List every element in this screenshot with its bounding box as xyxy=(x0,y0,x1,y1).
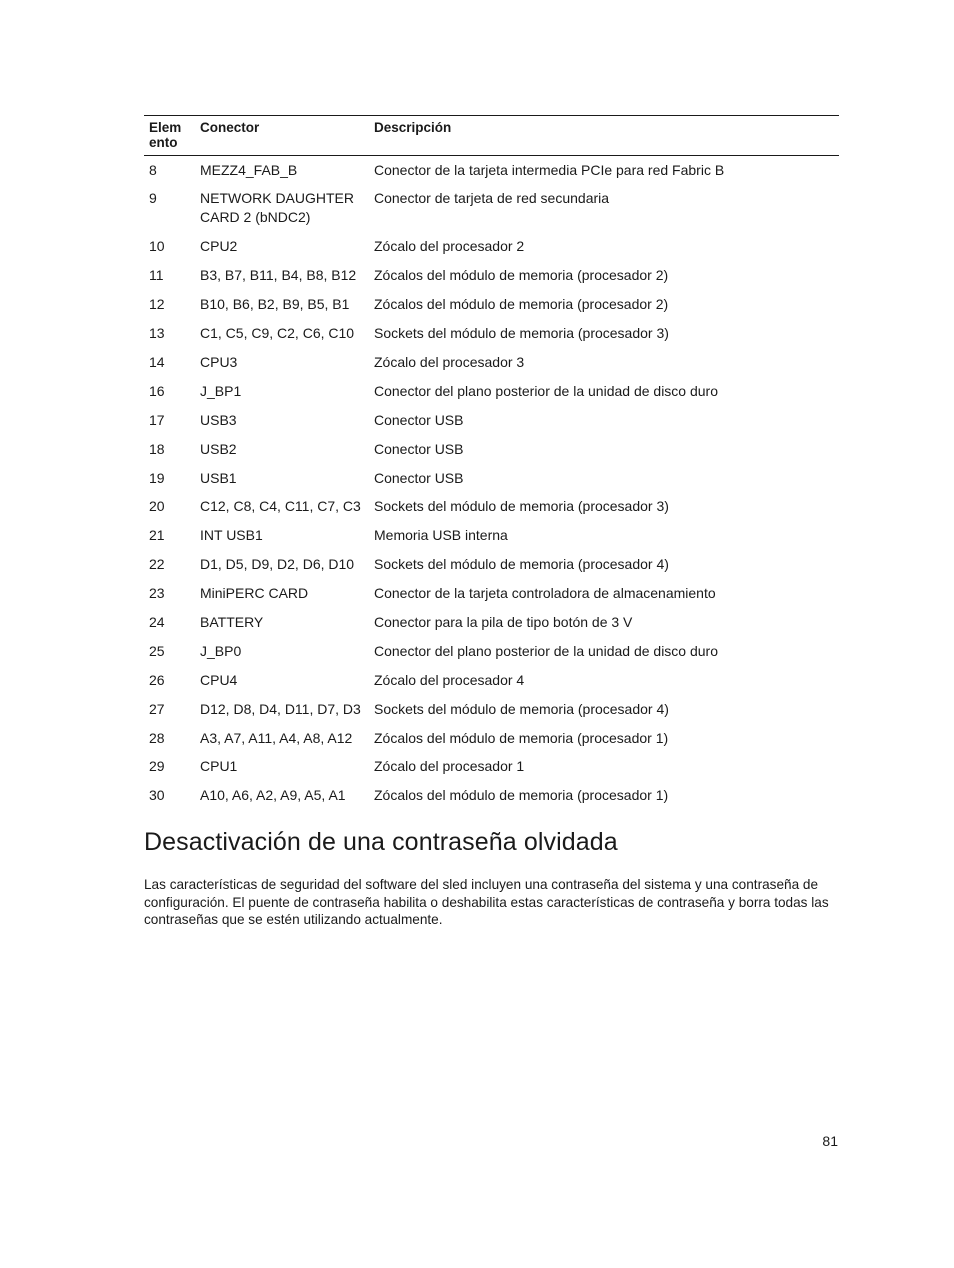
table-row xyxy=(144,521,839,550)
cell-description: Zócalo del procesador 3 xyxy=(374,353,525,370)
cell-description: Conector de tarjeta de red secundaria xyxy=(374,190,610,207)
cell-description: Zócalo del procesador 1 xyxy=(374,758,525,775)
cell-item: 19 xyxy=(149,469,165,486)
cell-item: 21 xyxy=(149,527,165,544)
cell-connector: USB1 xyxy=(200,469,237,486)
cell-description: Conector de la tarjeta controladora de almacenamiento xyxy=(374,585,716,602)
cell-connector: USB2 xyxy=(200,440,237,457)
section-body: Las características de seguridad del software del sled incluyen una contraseña del sistema y una contraseña de configuración. El puente de contraseña habilita o deshabilita estas características de contraseña y borra todas las contraseñas que se estén utilizando actualmente. xyxy=(144,877,829,927)
cell-item: 27 xyxy=(149,700,165,717)
cell-item: 30 xyxy=(149,787,165,804)
table-row xyxy=(144,348,839,377)
cell-connector: A3, A7, A11, A4, A8, A12 xyxy=(200,729,353,746)
cell-description: Sockets del módulo de memoria (procesador 3) xyxy=(374,325,669,342)
connector-table xyxy=(144,115,839,810)
table-row xyxy=(144,156,839,185)
cell-item: 11 xyxy=(149,267,164,284)
table-header-row xyxy=(144,116,839,156)
header-connector: Conector xyxy=(195,116,369,156)
cell-item: 28 xyxy=(149,729,165,746)
cell-item: 10 xyxy=(149,238,165,255)
cell-description: Sockets del módulo de memoria (procesador 4) xyxy=(374,700,669,717)
cell-description: Conector USB xyxy=(374,411,464,428)
cell-connector: CPU1 xyxy=(200,758,238,775)
cell-description: Zócalo del procesador 2 xyxy=(374,238,525,255)
cell-description: Sockets del módulo de memoria (procesador 4) xyxy=(374,556,669,573)
table-row xyxy=(144,579,839,608)
table-row xyxy=(144,666,839,695)
cell-item: 9 xyxy=(149,190,157,207)
cell-item: 12 xyxy=(149,296,165,313)
cell-item: 17 xyxy=(149,411,165,428)
cell-connector: MEZZ4_FAB_B xyxy=(200,162,298,178)
cell-description: Zócalos del módulo de memoria (procesador 1) xyxy=(374,787,669,804)
table-row xyxy=(144,550,839,579)
cell-item: 13 xyxy=(149,325,165,342)
cell-item: 8 xyxy=(149,162,157,178)
cell-item: 24 xyxy=(149,613,165,630)
cell-connector: CPU2 xyxy=(200,238,238,255)
cell-description: Conector USB xyxy=(374,469,464,486)
cell-connector: C12, C8, C4, C11, C7, C3 xyxy=(200,498,361,515)
table-row xyxy=(144,492,839,521)
table-row xyxy=(144,377,839,406)
cell-item: 16 xyxy=(149,382,165,399)
header-description: Descripción xyxy=(369,116,839,156)
table-row xyxy=(144,637,839,666)
cell-connector: B3, B7, B11, B4, B8, B12 xyxy=(200,267,357,284)
table-row xyxy=(144,406,839,435)
table-row xyxy=(144,232,839,261)
section-title: Desactivación de una contraseña olvidada xyxy=(144,828,618,856)
cell-description: Conector del plano posterior de la unidad de disco duro xyxy=(374,642,719,659)
cell-connector: CPU3 xyxy=(200,353,238,370)
cell-description: Conector USB xyxy=(374,440,464,457)
table-row xyxy=(144,319,839,348)
table-row xyxy=(144,290,839,319)
cell-description: Conector de la tarjeta intermedia PCIe para red Fabric B xyxy=(374,162,725,178)
page-number: 81 xyxy=(822,1133,838,1149)
cell-connector: USB3 xyxy=(200,411,237,428)
cell-connector: C1, C5, C9, C2, C6, C10 xyxy=(200,325,355,342)
table-body xyxy=(144,156,839,811)
table-row xyxy=(144,435,839,464)
cell-description: Conector para la pila de tipo botón de 3 V xyxy=(374,613,633,630)
table-row xyxy=(144,464,839,493)
cell-description: Zócalos del módulo de memoria (procesador 1) xyxy=(374,729,669,746)
cell-item: 22 xyxy=(149,556,165,573)
cell-item: 23 xyxy=(149,585,165,602)
cell-description: Zócalo del procesador 4 xyxy=(374,671,525,688)
cell-description: Conector del plano posterior de la unidad de disco duro xyxy=(374,382,719,399)
cell-description: Memoria USB interna xyxy=(374,527,508,544)
cell-item: 26 xyxy=(149,671,165,688)
cell-item: 20 xyxy=(149,498,165,515)
cell-connector: CPU4 xyxy=(200,671,238,688)
table-row xyxy=(144,695,839,724)
cell-description: Sockets del módulo de memoria (procesador 3) xyxy=(374,498,669,515)
cell-connector: NETWORK DAUGHTER CARD 2 (bNDC2) xyxy=(200,190,354,226)
table-row xyxy=(144,261,839,290)
header-item: Elem ento xyxy=(144,116,195,156)
cell-connector: A10, A6, A2, A9, A5, A1 xyxy=(200,787,346,804)
cell-connector: D1, D5, D9, D2, D6, D10 xyxy=(200,556,355,573)
cell-connector: J_BP1 xyxy=(200,382,242,399)
table-row xyxy=(144,724,839,753)
cell-item: 29 xyxy=(149,758,165,775)
cell-connector: D12, D8, D4, D11, D7, D3 xyxy=(200,700,361,717)
cell-connector: INT USB1 xyxy=(200,527,263,544)
cell-description: Zócalos del módulo de memoria (procesador 2) xyxy=(374,267,669,284)
cell-connector: B10, B6, B2, B9, B5, B1 xyxy=(200,296,350,313)
table-row xyxy=(144,184,839,232)
cell-item: 25 xyxy=(149,642,165,659)
cell-connector: J_BP0 xyxy=(200,642,242,659)
table-row xyxy=(144,781,839,810)
cell-connector: BATTERY xyxy=(200,613,264,630)
cell-description: Zócalos del módulo de memoria (procesador 2) xyxy=(374,296,669,313)
table-row xyxy=(144,752,839,781)
table-row xyxy=(144,608,839,637)
cell-connector: MiniPERC CARD xyxy=(200,585,309,602)
cell-item: 14 xyxy=(149,353,165,370)
cell-item: 18 xyxy=(149,440,165,457)
